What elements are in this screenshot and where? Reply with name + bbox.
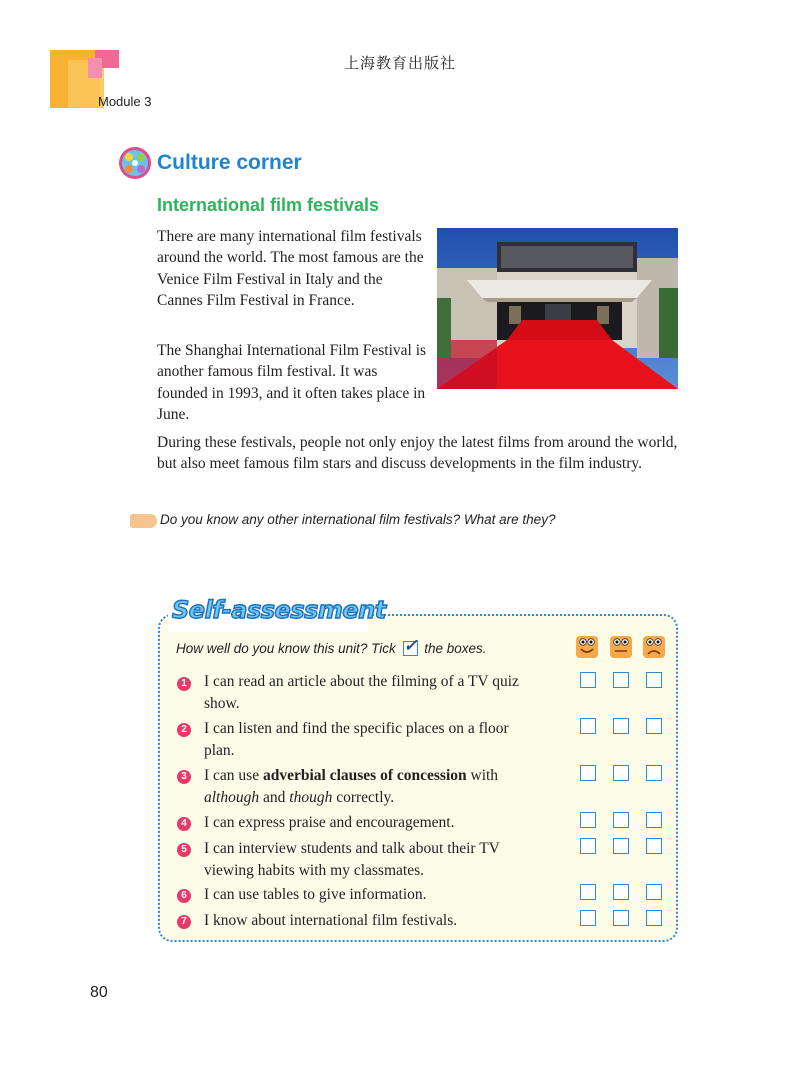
assessment-item-7 bbox=[204, 910, 569, 932]
publisher-name: 上海教育出版社 bbox=[343, 54, 456, 72]
item-text-bold: adverbial clauses of concession bbox=[262, 767, 467, 784]
assessment-item-2 bbox=[204, 718, 569, 761]
item-line: I can read an article about the filming of a TV quiz bbox=[204, 673, 519, 690]
checkbox-happy[interactable] bbox=[580, 672, 596, 688]
checkbox-happy[interactable] bbox=[580, 910, 596, 926]
item-line bbox=[204, 765, 569, 787]
article-title: International film festivals bbox=[157, 195, 380, 215]
checkbox-sad[interactable] bbox=[646, 718, 662, 734]
neutral-face-icon bbox=[610, 636, 632, 658]
item-line: I can interview students and talk about their TV bbox=[204, 840, 500, 857]
self-assessment-title: Self-assessment bbox=[172, 596, 386, 624]
item-number: 7 bbox=[177, 915, 191, 929]
item-text-italic: though bbox=[289, 788, 333, 806]
checkbox-neutral[interactable] bbox=[613, 672, 629, 688]
item-text-italic: although bbox=[204, 788, 260, 806]
prompt-text-start: How well do you know this unit? Tick bbox=[176, 641, 396, 656]
checkbox-happy[interactable] bbox=[580, 812, 596, 828]
item-number: 5 bbox=[177, 843, 191, 857]
checkbox-happy[interactable] bbox=[580, 884, 596, 900]
checkbox-sad[interactable] bbox=[646, 765, 662, 781]
checkbox-neutral[interactable] bbox=[613, 884, 629, 900]
assessment-item-4 bbox=[204, 812, 569, 834]
paragraph-2: The Shanghai International Film Festival is another famous film festival. It was founded in 1993, and it often takes place in June. bbox=[157, 342, 427, 423]
discussion-question: Do you know any other international film festivals? What are they? bbox=[160, 512, 556, 527]
item-line bbox=[204, 787, 569, 809]
assessment-item-5 bbox=[204, 838, 569, 881]
checkbox-neutral[interactable] bbox=[613, 812, 629, 828]
checkbox-happy[interactable] bbox=[580, 765, 596, 781]
item-line: I can use tables to give information. bbox=[204, 886, 427, 903]
happy-face-icon bbox=[576, 636, 598, 658]
paragraph-3: During these festivals, people not only enjoy the latest films from around the world, but also meet famous film stars and discuss developments in the film industry. bbox=[157, 434, 678, 473]
item-number: 4 bbox=[177, 817, 191, 831]
checkbox-sad[interactable] bbox=[646, 672, 662, 688]
item-line: I can listen and find the specific places on a floor bbox=[204, 720, 509, 737]
item-line: show. bbox=[204, 694, 240, 712]
checkbox-sad[interactable] bbox=[646, 910, 662, 926]
item-line: I know about international film festivals. bbox=[204, 912, 458, 929]
checkbox-sad[interactable] bbox=[646, 884, 662, 900]
paragraph-1: There are many international film festivals around the world. The most famous are the Venice Film Festival in Italy and the Cannes Film Festival in France. bbox=[157, 228, 424, 309]
item-line: plan. bbox=[204, 741, 235, 759]
item-line: I can express praise and encouragement. bbox=[204, 814, 455, 831]
checkbox-neutral[interactable] bbox=[613, 910, 629, 926]
item-number: 2 bbox=[177, 723, 191, 737]
item-line: viewing habits with my classmates. bbox=[204, 861, 424, 879]
self-assessment-prompt bbox=[176, 636, 487, 656]
assessment-item-6 bbox=[204, 884, 569, 906]
checkbox-neutral[interactable] bbox=[613, 838, 629, 854]
section-title: Culture corner bbox=[157, 151, 302, 174]
prompt-text-end: the boxes. bbox=[424, 641, 487, 656]
sad-face-icon bbox=[643, 636, 665, 658]
assessment-item-1 bbox=[204, 671, 569, 714]
checkbox-neutral[interactable] bbox=[613, 718, 629, 734]
checkbox-happy[interactable] bbox=[580, 838, 596, 854]
module-label: Module 3 bbox=[98, 94, 152, 109]
checkbox-neutral[interactable] bbox=[613, 765, 629, 781]
film-reel-icon bbox=[118, 146, 152, 180]
tick-icon: ✓ bbox=[403, 636, 418, 655]
tick-example-box bbox=[403, 636, 418, 656]
item-number: 3 bbox=[177, 770, 191, 784]
page-number: 80 bbox=[90, 984, 108, 1001]
question-marker bbox=[130, 514, 157, 528]
item-text-part: with bbox=[466, 767, 499, 784]
item-text-part: I can use bbox=[204, 767, 263, 784]
item-number: 6 bbox=[177, 889, 191, 903]
checkbox-sad[interactable] bbox=[646, 838, 662, 854]
checkbox-sad[interactable] bbox=[646, 812, 662, 828]
item-text-part: and bbox=[259, 788, 290, 806]
festival-palace-photo bbox=[437, 228, 678, 389]
item-text-part: correctly. bbox=[332, 788, 395, 806]
item-number: 1 bbox=[177, 677, 191, 691]
assessment-item-3 bbox=[204, 765, 569, 808]
checkbox-happy[interactable] bbox=[580, 718, 596, 734]
